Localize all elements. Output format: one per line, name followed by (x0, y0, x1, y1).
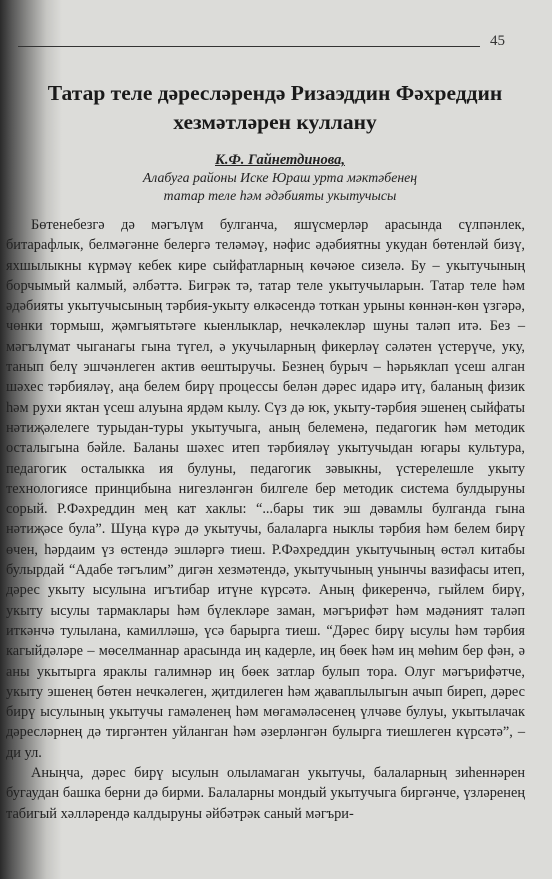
author-name: К.Ф. Гайнетдинова, (215, 152, 345, 168)
author-affiliation-line: Алабуга районы Иске Юраш урта мәктәбенең (142, 170, 418, 185)
article-body (6, 215, 525, 824)
body-paragraph: Бөтенебезгә дә мәгълүм булганча, яшүсмерләр арасында сүлпәнлек, битарафлык, белмәгәнне белергә теләмәү, нәфис әдәбиятны укудан бөтенләй бизү, яхшылыкны күрмәү кебек кире сыйфатларның көчәюе сизелә. Бу – укытучының борчымый калмый, әлбәттә. Бигрәк тә, татар теле укытучыларын. Татар теле һәм әдәбияты укытучысының тәрбия-укыту өлкәсендә тоткан урыны көннән-көн үзгәрә, чөнки тормыш, җәмгыятьтәге кыенлыклар, нечкәлекләр шуны таләп итә. Без – мәгълүмат чыганагы гына түгел, ә укучыларның фикерләү сәләтен үстерүче, уку, танып белү эшчәнлеген актив өештыручы. Безнең бурыч – һәрьяклап үсеш алган шәхес тәрбияләү, аңа белем бирү процессы белән дәрес идарә итү, баланың физик һәм рухи яктан үсеш алуына ярдәм кылу. Сүз дә юк, укыту-тәрбия эшенең сыйфаты нәтиҗәлелеге турыдан-туры укытучыга, аның белеменә, педагогик һәм методик осталыгына бәйле. Баланы шәхес итеп тәрбияләү укытучыдан югары культура, педагогик осталыкка ия булуны, педагогик зәвыкны, үстерелешле укыту технологиясе принцибына нигезләнгән билгеле бер методик система булдыруны сорый. Р.Фәхреддин мең кат хаклы: “...бары тик эш дәвамлы булганда гына нәтиҗәсе була”. Шуңа күрә дә укытучы, балаларга ныклы тәрбия һәм белем бирү өчен, һәрдаим үз өстендә эшләргә тиеш. Р.Фәхреддин укытучының өстәл китабы булырдай “Адабе тәгълим” дигән хезмәтендә, укытучының унынчы вазифасы итеп, дәрес укыту ысулына игътибар итүне күрсәтә. Аның фикеренчә, гыйлем бирү, укыту ысулы тармаклары һәм бүлекләре заман, мәгърифәт һәм мәдәният таләп иткәнчә тулылана, камилләшә, үсә барырга тиеш. “Дәрес бирү ысулы һәм тәрбия кагыйдәләре – мөселманнар арасында иң кадерле, иң бөек һәм иң мөһим бер фән, ә аны укытырга яраклы галимнәр иң бөек затлар булып тора. Олуг мәгърифәтче, укыту эшенең бөтен нечкәлеген, җитдилеген һәм җаваплылыгын ачып биреп, дәрес бирү ысулының укытучы гамәленең һәм мөгамәләсенең үлчәве булуы, укытылачак дәресләрнең дә тиргәнтен уйланган һәм әзерләнгән булырга тиешлеген күрсәтә”, – ди ул. (6, 217, 525, 761)
article-title-line: Татар теле дәресләрендә Ризаэддин Фәхреддин (47, 81, 503, 105)
author-block (120, 151, 440, 205)
body-paragraph: Аныңча, дәрес бирү ысулын олыламаган укытучы, балаларның зиһеннәрен бугаудан башка берни дә бирми. Балаларны мондый укытучыга биргәнче, үзләренең табигый хәлләрендә калдыруны әйбәтрәк саный мәгъри- (6, 765, 525, 822)
page-number: 45 (490, 33, 505, 49)
article-title-line: хезмәтләрен куллану (173, 110, 377, 134)
author-affiliation-line: татар теле һәм әдәбияты укытучысы (163, 188, 397, 203)
header-rule (18, 46, 480, 47)
article-title (40, 79, 510, 137)
